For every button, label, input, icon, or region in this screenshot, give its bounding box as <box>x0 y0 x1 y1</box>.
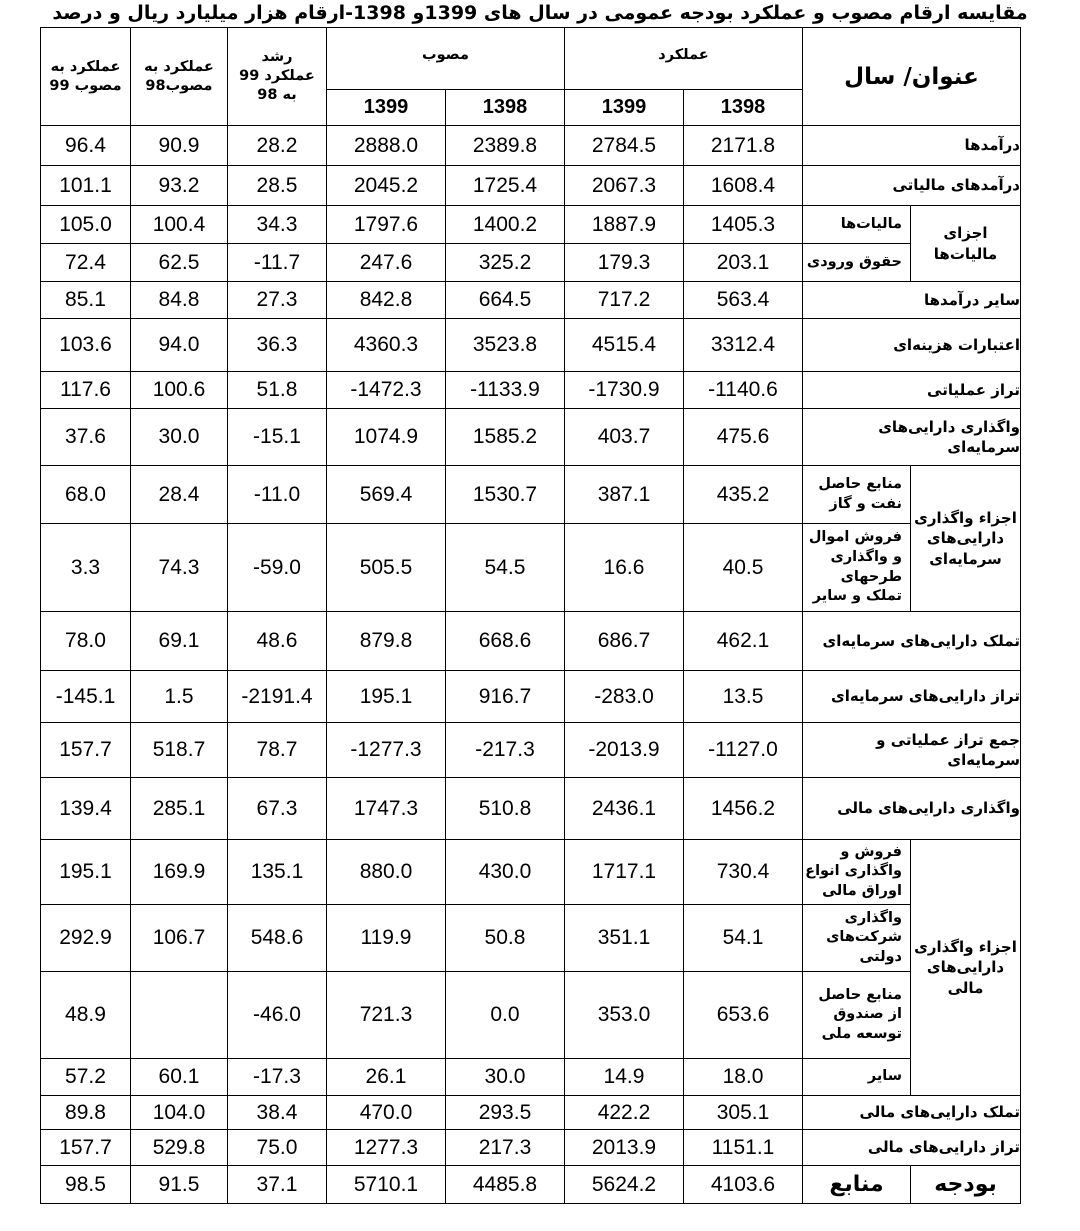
table-row <box>41 1096 1021 1130</box>
cell-perf-1399: 4515.4 <box>564 319 683 372</box>
row-label: واگذاری شرکت‌های دولتی <box>803 905 911 972</box>
cell-approved-1399: 842.8 <box>326 282 445 319</box>
cell-growth: -46.0 <box>227 972 326 1059</box>
cell-growth: 37.1 <box>227 1166 326 1204</box>
cell-ratio-99: 89.8 <box>41 1096 131 1130</box>
cell-perf-1398: 1456.2 <box>684 778 803 840</box>
cell-growth: 75.0 <box>227 1130 326 1166</box>
cell-ratio-98: 60.1 <box>130 1059 227 1096</box>
cell-approved-1399: 721.3 <box>326 972 445 1059</box>
cell-ratio-98: 62.5 <box>130 244 227 282</box>
row-label: تراز عملیاتی <box>803 372 1021 409</box>
cell-approved-1399: 1747.3 <box>326 778 445 840</box>
cell-ratio-99: 68.0 <box>41 466 131 524</box>
cell-approved-1399: 119.9 <box>326 905 445 972</box>
cell-ratio-99: 96.4 <box>41 126 131 166</box>
cell-growth: 48.6 <box>227 612 326 671</box>
cell-ratio-99: 157.7 <box>41 1130 131 1166</box>
row-label: تراز دارایی‌های سرمایه‌ای <box>803 671 1021 723</box>
row-label: فروش اموال و واگذاری طرحهای تملک و سایر <box>803 524 911 612</box>
cell-perf-1398: 2171.8 <box>684 126 803 166</box>
cell-approved-1398: 1400.2 <box>445 206 564 244</box>
cell-ratio-98: 285.1 <box>130 778 227 840</box>
cell-perf-1399: 2784.5 <box>564 126 683 166</box>
cell-perf-1399: 717.2 <box>564 282 683 319</box>
cell-perf-1398: 653.6 <box>684 972 803 1059</box>
table-row <box>41 409 1021 466</box>
cell-ratio-99: 78.0 <box>41 612 131 671</box>
cell-approved-1399: 195.1 <box>326 671 445 723</box>
row-group-label: اجزاء واگذاری دارایی‌های مالی <box>911 840 1021 1096</box>
table-row <box>41 1059 1021 1096</box>
cell-approved-1398: 293.5 <box>445 1096 564 1130</box>
cell-ratio-99: 98.5 <box>41 1166 131 1204</box>
cell-approved-1398: 54.5 <box>445 524 564 612</box>
row-label: سایر درآمدها <box>803 282 1021 319</box>
cell-ratio-99: 117.6 <box>41 372 131 409</box>
table-row <box>41 723 1021 778</box>
cell-approved-1398: 217.3 <box>445 1130 564 1166</box>
cell-growth: 67.3 <box>227 778 326 840</box>
row-label: فروش و واگذاری انواع اوراق مالی <box>803 840 911 905</box>
cell-ratio-99: -145.1 <box>41 671 131 723</box>
row-label: درآمدهای مالیاتی <box>803 166 1021 206</box>
cell-ratio-98: 69.1 <box>130 612 227 671</box>
page-title: مقایسه ارقام مصوب و عملکرد بودجه عمومی در سال های 1399و 1398-ارقام هزار میلیارد ریال و درصد <box>52 2 1028 24</box>
cell-approved-1398: 325.2 <box>445 244 564 282</box>
table-row <box>41 282 1021 319</box>
cell-perf-1398: 563.4 <box>684 282 803 319</box>
cell-ratio-98: 1.5 <box>130 671 227 723</box>
cell-perf-1399: 1717.1 <box>564 840 683 905</box>
table-row <box>41 372 1021 409</box>
cell-ratio-99: 103.6 <box>41 319 131 372</box>
row-label: منابع حاصل از صندوق توسعه ملی <box>803 972 911 1059</box>
cell-growth: -15.1 <box>227 409 326 466</box>
row-label: مالیات‌ها <box>803 206 911 244</box>
table-row <box>41 840 1021 905</box>
cell-ratio-99: 72.4 <box>41 244 131 282</box>
cell-ratio-98 <box>130 972 227 1059</box>
cell-ratio-98: 94.0 <box>130 319 227 372</box>
cell-perf-1398: 13.5 <box>684 671 803 723</box>
header-approved: مصوب <box>326 28 564 90</box>
cell-approved-1398: 1585.2 <box>445 409 564 466</box>
cell-ratio-99: 48.9 <box>41 972 131 1059</box>
cell-growth: 135.1 <box>227 840 326 905</box>
cell-perf-1398: 1405.3 <box>684 206 803 244</box>
cell-ratio-99: 157.7 <box>41 723 131 778</box>
header-perf-1398: 1398 <box>684 90 803 126</box>
cell-perf-1399: 686.7 <box>564 612 683 671</box>
cell-approved-1398: 1530.7 <box>445 466 564 524</box>
cell-perf-1398: 435.2 <box>684 466 803 524</box>
cell-approved-1398: 0.0 <box>445 972 564 1059</box>
cell-perf-1399: 2436.1 <box>564 778 683 840</box>
cell-approved-1399: 505.5 <box>326 524 445 612</box>
cell-ratio-98: 74.3 <box>130 524 227 612</box>
header-title-year: عنوان/ سال <box>803 28 1021 126</box>
cell-approved-1398: 664.5 <box>445 282 564 319</box>
cell-growth: -2191.4 <box>227 671 326 723</box>
cell-perf-1399: -1730.9 <box>564 372 683 409</box>
cell-perf-1399: 351.1 <box>564 905 683 972</box>
cell-ratio-98: 93.2 <box>130 166 227 206</box>
cell-ratio-99: 85.1 <box>41 282 131 319</box>
sources-label: منابع <box>803 1166 911 1204</box>
cell-perf-1398: 4103.6 <box>684 1166 803 1204</box>
table-row <box>41 905 1021 972</box>
table-row <box>41 778 1021 840</box>
cell-approved-1398: -217.3 <box>445 723 564 778</box>
cell-approved-1398: 430.0 <box>445 840 564 905</box>
table-row <box>41 244 1021 282</box>
cell-ratio-98: 90.9 <box>130 126 227 166</box>
cell-perf-1399: 1887.9 <box>564 206 683 244</box>
cell-growth: 51.8 <box>227 372 326 409</box>
cell-growth: -17.3 <box>227 1059 326 1096</box>
cell-growth: 38.4 <box>227 1096 326 1130</box>
cell-ratio-99: 3.3 <box>41 524 131 612</box>
cell-approved-1399: 1074.9 <box>326 409 445 466</box>
table-row <box>41 671 1021 723</box>
cell-ratio-98: 104.0 <box>130 1096 227 1130</box>
cell-approved-1398: 668.6 <box>445 612 564 671</box>
cell-ratio-98: 91.5 <box>130 1166 227 1204</box>
row-label: سایر <box>803 1059 911 1096</box>
cell-perf-1398: 1608.4 <box>684 166 803 206</box>
cell-ratio-98: 100.6 <box>130 372 227 409</box>
cell-ratio-98: 84.8 <box>130 282 227 319</box>
cell-ratio-99: 101.1 <box>41 166 131 206</box>
header-perf-1399: 1399 <box>564 90 683 126</box>
cell-perf-1398: 305.1 <box>684 1096 803 1130</box>
cell-perf-1398: 54.1 <box>684 905 803 972</box>
cell-ratio-98: 106.7 <box>130 905 227 972</box>
cell-perf-1399: 422.2 <box>564 1096 683 1130</box>
cell-perf-1399: 403.7 <box>564 409 683 466</box>
cell-approved-1398: 4485.8 <box>445 1166 564 1204</box>
cell-perf-1399: 2013.9 <box>564 1130 683 1166</box>
cell-perf-1398: 40.5 <box>684 524 803 612</box>
table-row <box>41 466 1021 524</box>
header-growth: رشد عملکرد 99 به 98 <box>227 28 326 126</box>
row-label: حقوق ورودی <box>803 244 911 282</box>
cell-approved-1399: 879.8 <box>326 612 445 671</box>
cell-perf-1399: 387.1 <box>564 466 683 524</box>
table-row <box>41 612 1021 671</box>
cell-perf-1398: 3312.4 <box>684 319 803 372</box>
cell-perf-1398: -1140.6 <box>684 372 803 409</box>
cell-ratio-99: 195.1 <box>41 840 131 905</box>
cell-approved-1398: 2389.8 <box>445 126 564 166</box>
row-label: واگذاری دارایی‌های سرمایه‌ای <box>803 409 1021 466</box>
header-performance: عملکرد <box>564 28 802 90</box>
cell-growth: 34.3 <box>227 206 326 244</box>
row-group-label: اجزای مالیات‌ها <box>911 206 1021 282</box>
table-row <box>41 1130 1021 1166</box>
cell-ratio-98: 169.9 <box>130 840 227 905</box>
row-label: تملک دارایی‌های سرمایه‌ای <box>803 612 1021 671</box>
row-label: منابع حاصل نفت و گاز <box>803 466 911 524</box>
cell-approved-1399: 5710.1 <box>326 1166 445 1204</box>
cell-ratio-98: 28.4 <box>130 466 227 524</box>
cell-perf-1398: 462.1 <box>684 612 803 671</box>
header-ratio-98: عملکرد به مصوب98 <box>130 28 227 126</box>
table-row <box>41 319 1021 372</box>
cell-ratio-99: 292.9 <box>41 905 131 972</box>
header-ratio-99: عملکرد به مصوب 99 <box>41 28 131 126</box>
cell-approved-1399: -1472.3 <box>326 372 445 409</box>
cell-ratio-98: 518.7 <box>130 723 227 778</box>
header-approved-1399: 1399 <box>326 90 445 126</box>
table-row <box>41 206 1021 244</box>
cell-approved-1399: 4360.3 <box>326 319 445 372</box>
row-label: درآمدها <box>803 126 1021 166</box>
cell-approved-1399: 2888.0 <box>326 126 445 166</box>
cell-approved-1398: 30.0 <box>445 1059 564 1096</box>
cell-approved-1398: 510.8 <box>445 778 564 840</box>
cell-approved-1399: 247.6 <box>326 244 445 282</box>
row-label: تراز دارایی‌های مالی <box>803 1130 1021 1166</box>
cell-perf-1399: 16.6 <box>564 524 683 612</box>
cell-perf-1399: 353.0 <box>564 972 683 1059</box>
cell-approved-1399: 2045.2 <box>326 166 445 206</box>
cell-growth: -11.0 <box>227 466 326 524</box>
row-label: جمع تراز عملیاتی و سرمایه‌ای <box>803 723 1021 778</box>
budget-label: بودجه <box>911 1166 1021 1204</box>
cell-approved-1399: 1277.3 <box>326 1130 445 1166</box>
cell-perf-1399: -2013.9 <box>564 723 683 778</box>
cell-growth: 548.6 <box>227 905 326 972</box>
row-label: اعتبارات هزینه‌ای <box>803 319 1021 372</box>
cell-approved-1399: 26.1 <box>326 1059 445 1096</box>
cell-growth: -11.7 <box>227 244 326 282</box>
cell-growth: 36.3 <box>227 319 326 372</box>
cell-growth: 78.7 <box>227 723 326 778</box>
cell-ratio-99: 105.0 <box>41 206 131 244</box>
cell-ratio-99: 57.2 <box>41 1059 131 1096</box>
cell-perf-1398: 730.4 <box>684 840 803 905</box>
cell-ratio-98: 30.0 <box>130 409 227 466</box>
cell-perf-1399: 14.9 <box>564 1059 683 1096</box>
cell-approved-1398: -1133.9 <box>445 372 564 409</box>
table-row <box>41 524 1021 612</box>
cell-approved-1399: 569.4 <box>326 466 445 524</box>
cell-approved-1398: 916.7 <box>445 671 564 723</box>
cell-approved-1398: 50.8 <box>445 905 564 972</box>
table-row <box>41 166 1021 206</box>
cell-approved-1398: 3523.8 <box>445 319 564 372</box>
cell-approved-1399: 470.0 <box>326 1096 445 1130</box>
cell-ratio-99: 139.4 <box>41 778 131 840</box>
cell-growth: 28.2 <box>227 126 326 166</box>
cell-perf-1399: 5624.2 <box>564 1166 683 1204</box>
cell-perf-1398: -1127.0 <box>684 723 803 778</box>
cell-perf-1398: 203.1 <box>684 244 803 282</box>
header-row-1 <box>41 28 1021 90</box>
cell-approved-1398: 1725.4 <box>445 166 564 206</box>
cell-perf-1399: -283.0 <box>564 671 683 723</box>
row-label: تملک دارایی‌های مالی <box>803 1096 1021 1130</box>
cell-approved-1399: 1797.6 <box>326 206 445 244</box>
table-row <box>41 972 1021 1059</box>
cell-approved-1399: -1277.3 <box>326 723 445 778</box>
row-label: واگذاری دارایی‌های مالی <box>803 778 1021 840</box>
cell-ratio-98: 100.4 <box>130 206 227 244</box>
cell-perf-1399: 179.3 <box>564 244 683 282</box>
header-approved-1398: 1398 <box>445 90 564 126</box>
cell-approved-1399: 880.0 <box>326 840 445 905</box>
budget-comparison-table <box>40 27 1021 1204</box>
cell-perf-1398: 18.0 <box>684 1059 803 1096</box>
cell-perf-1398: 475.6 <box>684 409 803 466</box>
table-row <box>41 126 1021 166</box>
cell-ratio-98: 529.8 <box>130 1130 227 1166</box>
table-row-budget-sources <box>41 1166 1021 1204</box>
cell-growth: 28.5 <box>227 166 326 206</box>
row-group-label: اجزاء واگذاری دارایی‌های سرمایه‌ای <box>911 466 1021 612</box>
cell-perf-1399: 2067.3 <box>564 166 683 206</box>
cell-growth: 27.3 <box>227 282 326 319</box>
cell-perf-1398: 1151.1 <box>684 1130 803 1166</box>
cell-ratio-99: 37.6 <box>41 409 131 466</box>
cell-growth: -59.0 <box>227 524 326 612</box>
